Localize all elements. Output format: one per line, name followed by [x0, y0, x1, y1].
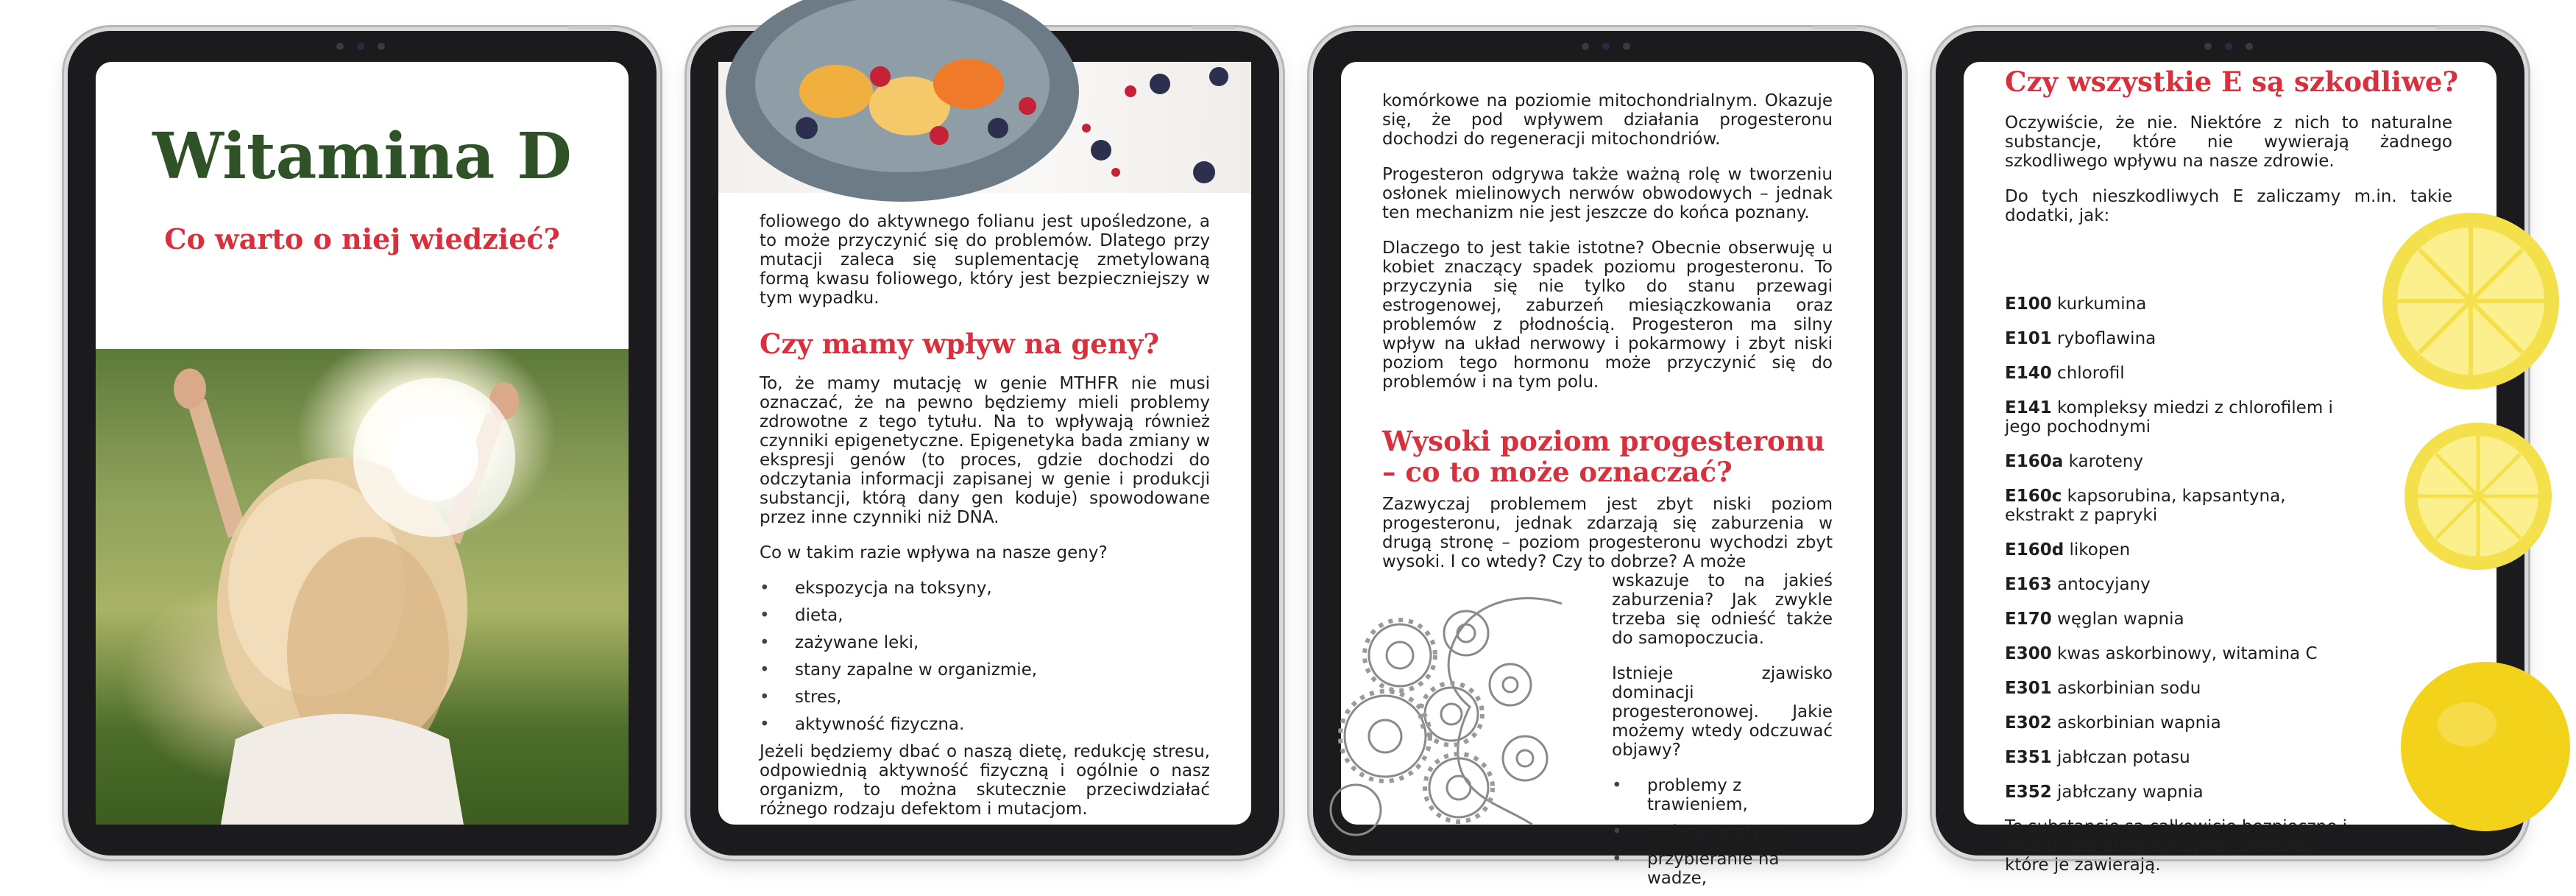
page2-para2: Co w takim razie wpływa na nasze geny?: [760, 543, 1108, 562]
page3-para4b: wskazuje to na jakieś zaburzenia? Jak zwykle trzeba się odnieść także do samopoczucia.: [1612, 571, 1833, 648]
page4-para2: Do tych nieszkodliwych E zaliczamy m.in. takie dodatki, jak:: [2005, 187, 2452, 225]
page2-body: [760, 374, 1210, 835]
page3-body-right: [1612, 571, 1833, 896]
list-item: E352 jabłczany wapnia: [2005, 783, 2204, 802]
list-item: • zażywane leki,: [760, 633, 1210, 652]
page3-para5: Istnieje zjawisko dominacji progesteronowej. Jakie możemy wtedy odczuwać objawy?: [1612, 664, 1833, 760]
cover-subtitle: Co warto o niej wiedzieć?: [164, 222, 560, 255]
page2-para1: To, że mamy mutację w genie MTHFR nie musi oznaczać, że na pewno będziemy mieli problemy zdrowotne z tego tytułu. Na to wpływają również czynniki epigenetyczne. Epigenetyka bada zmiany w ekspresji genów (to proces, gdzie dochodzi do odczytania informacji zapisanej w genie i produkcji substancji, którą dany gen koduje) spowodowane przez inne czynniki niż DNA.: [760, 374, 1210, 527]
page-progesterone: [1341, 62, 1874, 888]
list-item: E170 węglan wapnia: [2005, 610, 2184, 629]
list-item: E300 kwas askorbinowy, witamina C: [2005, 644, 2318, 663]
tablet-3: [1313, 31, 1902, 888]
list-item: E140 chlorofil: [2005, 364, 2125, 383]
woman-silhouette-illustration: [96, 349, 629, 825]
page3-heading: Wysoki poziom progesteronu – co to może oznaczać?: [1382, 425, 1825, 488]
list-item: E160d likopen: [2005, 540, 2131, 560]
fruit-bowl-illustration: [718, 62, 1251, 193]
tablet-2: [690, 31, 1279, 856]
page2-text-top: [760, 212, 1210, 324]
cover-title: Witamina D: [152, 119, 572, 194]
list-item: E100 kurkumina: [2005, 294, 2147, 314]
list-item: E301 askorbinian sodu: [2005, 679, 2201, 698]
tablet-camera-icon: [336, 41, 388, 52]
cover-photo-woman-sunlight: [96, 349, 629, 825]
list-item: E101 ryboflawina: [2005, 329, 2156, 348]
page-cover: [96, 62, 629, 825]
list-item: • zmiany apetytu,: [1612, 822, 1833, 842]
list-item: E141 kompleksy miedzi z chlorofilem i jego pochodnymi: [2005, 398, 2333, 437]
list-item: • ekspozycja na toksyny,: [760, 579, 1210, 598]
list-item: • stany zapalne w organizmie,: [760, 660, 1210, 680]
page2-heading: Czy mamy wpływ na geny?: [760, 328, 1159, 360]
page4-para1: Oczywiście, że nie. Niektóre z nich to naturalne substancje, które nie wywierają żadnego szkodliwego wpływu na nasze zdrowie.: [2005, 113, 2452, 171]
page2-bullet-list: [760, 579, 1210, 734]
page3-para3: Dlaczego to jest takie istotne? Obecnie obserwuję u kobiet znaczący spadek poziomu progesteronu. To przyczynia się nie tylko do stanu przewagi estrogenowej, zaburzeń miesiączkowania oraz problemów z płodnością. Progesteron ma silny wpływ na układ nerwowy i pokarmowy i zbyt niski poziom tego hormonu może przyczynić się do problemów i na tym polu.: [1382, 239, 1833, 392]
list-item: • aktywność fizyczna.: [760, 715, 1210, 734]
page2-intro: foliowego do aktywnego folianu jest upośledzone, a to może przyczynić się do problemów. Dlatego przy mutacji zaleca się suplementację zmetylowaną formą kwasu foliowego, który jest bezpieczniejszy w tym wypadku.: [760, 212, 1210, 308]
tablet-4: [1936, 31, 2524, 875]
list-item: • dieta,: [760, 606, 1210, 625]
page4-body-top: [2005, 113, 2452, 241]
list-item: E160c kapsorubina, kapsantyna, ekstrakt z papryki: [2005, 487, 2286, 525]
page4-para3: Te substancje są całkowicie bezpieczne i można bez obaw spożywać produkty, które je zawierają.: [2005, 817, 2347, 875]
list-item: • przybieranie na wadze,: [1612, 850, 1833, 888]
tablet-camera-icon: [1582, 41, 1633, 52]
page3-body-top: [1382, 91, 1833, 408]
page3-bullet-list: [1612, 776, 1833, 888]
page4-heading: Czy wszystkie E są szkodliwe?: [2005, 66, 2459, 98]
list-item: • problemy z trawieniem,: [1612, 776, 1833, 814]
page-genes: [718, 62, 1251, 825]
page3-para1: komórkowe na poziomie mitochondrialnym. Okazuje się, że pod wpływem działania progesteronu dochodzi do regeneracji mitochondriów.: [1382, 91, 1833, 149]
gears-head-illustration: [1341, 589, 1606, 825]
page3-para4: Zazwyczaj problemem jest zbyt niski poziom progesteronu, jednak zdarzają się zaburzenia w drugą stronę – poziom progesteronu wychodzi zbyt wysoki. I co wtedy? Czy to dobrze? A może: [1382, 495, 1833, 571]
page2-para3: Jeżeli będziemy dbać o naszą dietę, redukcję stresu, odpowiednią aktywność fizyczną i ogólnie o nasz organizm, to można skutecznie przeciwdziałać różnego rodzaju defektom i mutacjom.: [760, 742, 1210, 819]
tablet-camera-icon: [2204, 41, 2256, 52]
list-item: • stres,: [760, 688, 1210, 707]
e-additives-list: [2005, 294, 2351, 875]
list-item: E163 antocyjany: [2005, 575, 2151, 594]
list-item: E302 askorbinian wapnia: [2005, 713, 2221, 733]
tablet-1: [68, 31, 657, 856]
list-item: E351 jabłczan potasu: [2005, 748, 2190, 767]
page3-para2: Progesteron odgrywa także ważną rolę w tworzeniu osłonek mielinowych nerwów obwodowych – jednak ten mechanizm nie jest jeszcze do końca poznany.: [1382, 165, 1833, 222]
page-e-additives: [1964, 62, 2497, 875]
list-item: E160a karoteny: [2005, 452, 2143, 471]
